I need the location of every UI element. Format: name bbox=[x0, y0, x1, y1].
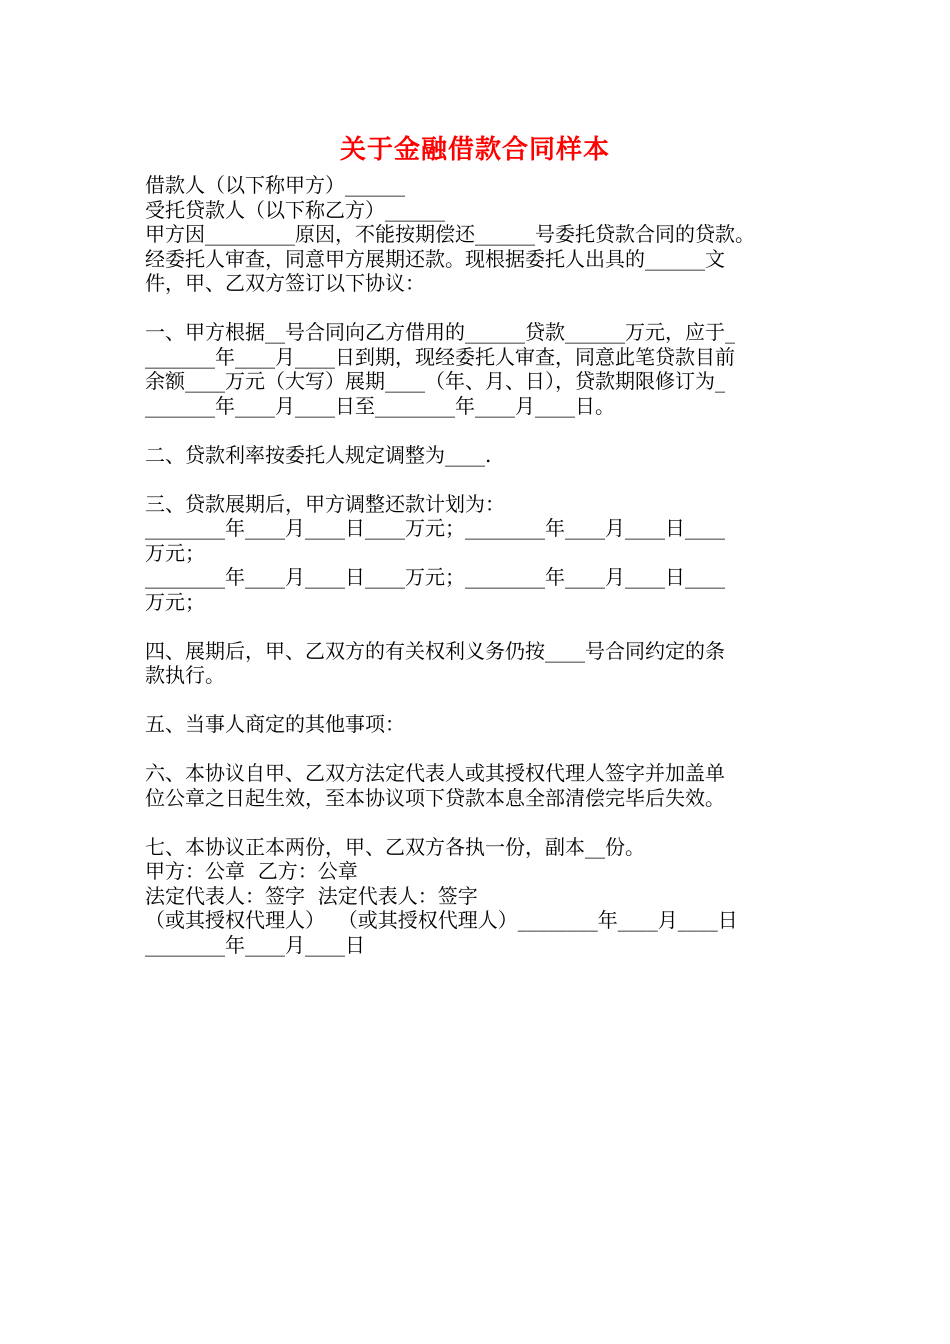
text-line: ________年____月____日 bbox=[145, 932, 365, 957]
text-line: 万元； bbox=[145, 589, 205, 614]
text-line: 七、本协议正本两份，甲、乙双方各执一份，副本__份。 bbox=[145, 834, 645, 859]
text-line: 经委托人审查，同意甲方展期还款。现根据委托人出具的______文 bbox=[145, 246, 725, 271]
text-line: _______年____月____日到期，现经委托人审查，同意此笔贷款目前 bbox=[145, 344, 735, 369]
text-line: 四、展期后，甲、乙双方的有关权利义务仍按____号合同约定的条 bbox=[145, 638, 725, 663]
blank-line bbox=[145, 418, 817, 443]
text-line: ________年____月____日____万元；________年____月____日____ bbox=[145, 565, 725, 589]
text-line: 万元； bbox=[145, 540, 205, 565]
blank-line bbox=[145, 296, 817, 321]
text-line: 五、当事人商定的其他事项： bbox=[145, 712, 405, 736]
text-line: 借款人（以下称甲方）______ bbox=[145, 173, 405, 197]
text-line: ________年____月____日____万元；________年____月____日____ bbox=[145, 516, 725, 540]
text-line: 位公章之日起生效，至本协议项下贷款本息全部清偿完毕后失效。 bbox=[145, 785, 725, 810]
blank-line bbox=[145, 688, 817, 713]
document-body bbox=[145, 173, 817, 957]
text-line: 余额____万元（大写）展期____（年、月、日），贷款期限修订为_ bbox=[145, 369, 725, 393]
text-line: 法定代表人：签字 法定代表人：签字 bbox=[145, 883, 478, 908]
blank-line bbox=[145, 810, 817, 835]
text-line: _______年____月____日至________年____月____日。 bbox=[145, 393, 615, 418]
text-line: 款执行。 bbox=[145, 663, 225, 687]
text-line: 三、贷款展期后，甲方调整还款计划为： bbox=[145, 491, 505, 516]
text-line: （或其授权代理人） （或其授权代理人）________年____月____日 bbox=[145, 908, 738, 932]
text-line: 甲方：公章 乙方：公章 bbox=[145, 859, 358, 883]
blank-line bbox=[145, 467, 817, 492]
text-line: 一、甲方根据__号合同向乙方借用的______贷款______万元，应于_ bbox=[145, 320, 735, 344]
text-line: 受托贷款人（以下称乙方）______ bbox=[145, 197, 445, 222]
text-line: 件，甲、乙双方签订以下协议： bbox=[145, 271, 425, 295]
document-title: 关于金融借款合同样本 bbox=[339, 135, 610, 165]
blank-line bbox=[145, 737, 817, 762]
blank-line bbox=[145, 614, 817, 639]
text-line: 二、贷款利率按委托人规定调整为____. bbox=[145, 442, 492, 467]
text-line: 甲方因_________原因，不能按期偿还______号委托贷款合同的贷款。 bbox=[145, 222, 755, 246]
text-line: 六、本协议自甲、乙双方法定代表人或其授权代理人签字并加盖单 bbox=[145, 761, 725, 785]
